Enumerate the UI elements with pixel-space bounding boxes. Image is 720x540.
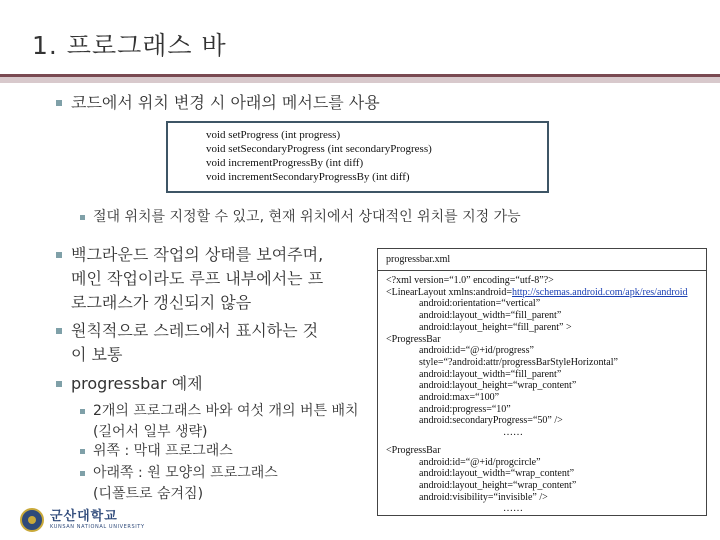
university-logo bbox=[20, 508, 145, 532]
xml-line: android:secondaryProgress=“50” /> bbox=[419, 415, 563, 427]
xml-line: android:layout_height=“fill_parent” > bbox=[419, 321, 572, 333]
code-line: void setSecondaryProgress (int secondaryProgress) bbox=[206, 143, 432, 155]
xml-line: …… bbox=[503, 427, 523, 439]
bullet-line: 이 보통 bbox=[71, 345, 123, 364]
square-bullet-icon bbox=[80, 449, 85, 454]
sub-bullet-layout bbox=[80, 401, 359, 443]
square-bullet-icon bbox=[80, 409, 85, 414]
slide-title: 1. 프로그래스 바 bbox=[32, 31, 227, 60]
method-code-box bbox=[166, 121, 549, 193]
xml-line: <ProgressBar bbox=[386, 333, 441, 345]
xml-code bbox=[378, 271, 706, 515]
bullet-line: (길어서 일부 생략) bbox=[93, 424, 208, 440]
bullet-line: 2개의 프로그래스 바와 여섯 개의 버튼 배치 bbox=[93, 403, 359, 419]
logo-subtitle: KUNSAN NATIONAL UNIVERSITY bbox=[50, 524, 145, 530]
logo-name: 군산대학교 bbox=[50, 509, 118, 524]
square-bullet-icon bbox=[80, 215, 85, 220]
xml-line: style=“?android:attr/progressBarStyleHorizontal” bbox=[419, 356, 618, 368]
bullet-text: 위쪽 : 막대 프로그래스 bbox=[93, 443, 233, 459]
code-line: void incrementSecondaryProgressBy (int diff) bbox=[206, 171, 410, 183]
bullet-text bbox=[93, 463, 278, 505]
bullet-thread bbox=[56, 319, 318, 367]
bullet-text bbox=[71, 319, 318, 367]
bullet-line: 메인 작업이라도 루프 내부에서는 프 bbox=[71, 269, 324, 288]
square-bullet-icon bbox=[80, 471, 85, 476]
bullet-line: 원칙적으로 스레드에서 표시하는 것 bbox=[71, 321, 319, 340]
square-bullet-icon bbox=[56, 328, 62, 334]
sub-bullet-bottom-circle bbox=[80, 463, 278, 505]
xml-line: android:id=“@+id/progcircle” bbox=[419, 456, 541, 468]
xml-code-box bbox=[377, 248, 707, 516]
xml-line bbox=[386, 287, 706, 299]
xml-line: android:layout_width=“fill_parent” bbox=[419, 310, 562, 322]
bullet-line: (디폴트로 숨겨짐) bbox=[93, 486, 204, 502]
xml-line: android:layout_width=“fill_parent” bbox=[419, 368, 562, 380]
xml-line: android:layout_height=“wrap_content” bbox=[419, 380, 577, 392]
xml-line: …… bbox=[503, 503, 523, 515]
xml-line: android:max=“100” bbox=[419, 392, 500, 404]
square-bullet-icon bbox=[56, 381, 62, 387]
sub-bullet-position bbox=[80, 207, 521, 228]
xml-filename: progressbar.xml bbox=[378, 249, 706, 271]
xml-line: android:progress=“10” bbox=[419, 403, 511, 415]
code-line: void incrementProgressBy (int diff) bbox=[206, 157, 364, 169]
bullet-line: 로그래스가 갱신되지 않음 bbox=[71, 293, 252, 312]
xml-text: <LinearLayout xmlns:android= bbox=[386, 286, 512, 298]
bullet-method-usage bbox=[56, 91, 380, 115]
xml-line: <?xml version=“1.0” encoding=“utf-8”?> bbox=[386, 275, 554, 286]
bullet-text bbox=[71, 243, 323, 315]
bullet-background-work bbox=[56, 243, 323, 315]
bullet-text: 코드에서 위치 변경 시 아래의 메서드를 사용 bbox=[71, 93, 380, 112]
university-emblem-icon bbox=[20, 508, 44, 532]
xml-line: android:orientation=“vertical” bbox=[419, 298, 541, 310]
bullet-line: 백그라운드 작업의 상태를 보여주며, bbox=[71, 245, 324, 264]
bullet-text bbox=[93, 401, 359, 443]
xml-line: android:id=“@+id/progress” bbox=[419, 345, 534, 357]
square-bullet-icon bbox=[56, 252, 62, 258]
code-line: void setProgress (int progress) bbox=[206, 129, 341, 141]
xml-line: android:layout_width=“wrap_content” bbox=[419, 468, 575, 480]
xml-line: android:layout_height=“wrap_content” bbox=[419, 479, 577, 491]
sub-bullet-top-bar bbox=[80, 441, 233, 462]
square-bullet-icon bbox=[56, 100, 62, 106]
title-rule-shadow bbox=[0, 77, 720, 83]
bullet-text: 절대 위치를 지정할 수 있고, 현재 위치에서 상대적인 위치를 지정 가능 bbox=[93, 209, 521, 225]
namespace-link[interactable]: http://schemas.android.com/apk/res/android bbox=[511, 286, 688, 298]
logo-text bbox=[50, 509, 145, 531]
xml-line: android:visibility=“invisible” /> bbox=[419, 491, 548, 503]
bullet-text: progressbar 예제 bbox=[71, 374, 203, 393]
bullet-line: 아래쪽 : 원 모양의 프로그래스 bbox=[93, 465, 278, 481]
xml-line: <ProgressBar bbox=[386, 444, 441, 456]
bullet-example bbox=[56, 372, 203, 396]
